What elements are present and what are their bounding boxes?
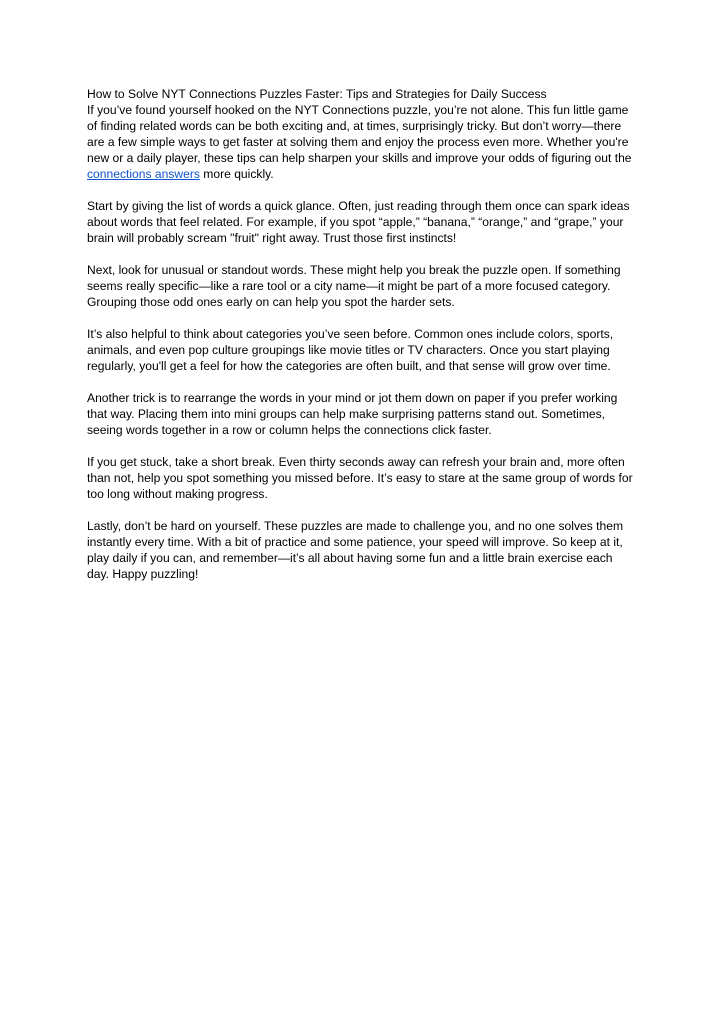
intro-text-after-link: more quickly. (199, 167, 274, 181)
paragraph-quick-glance: Start by giving the list of words a quick glance. Often, just reading through them once can spark ideas about words that feel related. For example, if you spot “apple,” “banana,” “orange,” and “grape,” your brain will probably scream "fruit" right away. Trust those first instincts! (87, 199, 630, 245)
paragraph-categories: It’s also helpful to think about categories you’ve seen before. Common ones include colors, sports, animals, and even pop culture groupings like movie titles or TV characters. Once you start playing regularly, you'll get a feel for how the categories are often built, and that sense will grow over time. (87, 327, 614, 373)
paragraph-rearrange: Another trick is to rearrange the words in your mind or jot them down on paper if you prefer working that way. Placing them into mini groups can help make surprising patterns stand out. Sometimes, seeing words together in a row or column helps the connections click faster. (87, 391, 618, 437)
paragraph-lastly: Lastly, don’t be hard on yourself. These puzzles are made to challenge you, and no one solves them instantly every time. With a bit of practice and some patience, your speed will improve. So keep at it, play daily if you can, and remember—it’s all about having some fun and a little brain exercise each day. Happy puzzling! (87, 519, 624, 581)
document-body (87, 86, 637, 598)
paragraph-unusual-words: Next, look for unusual or standout words. These might help you break the puzzle open. If something seems really specific—like a rare tool or a city name—it might be part of a more focused category. Grouping those odd ones early on can help you spot the harder sets. (87, 263, 621, 309)
intro-paragraph (87, 86, 637, 182)
intro-text-before-link: If you’ve found yourself hooked on the NYT Connections puzzle, you’re not alone. This fun little game of finding related words can be both exciting and, at times, surprisingly tricky. But don’t worry—there are a few simple ways to get faster at solving them and enjoy the process even more. Whether you're new or a daily player, these tips can help sharpen your skills and improve your odds of figuring out the (87, 103, 632, 165)
connections-answers-link[interactable]: connections answers (87, 167, 200, 181)
paragraph-take-break: If you get stuck, take a short break. Even thirty seconds away can refresh your brain and, more often than not, help you spot something you missed before. It’s easy to stare at the same group of words for too long without making progress. (87, 455, 633, 501)
document-title: How to Solve NYT Connections Puzzles Faster: Tips and Strategies for Daily Success (87, 87, 547, 101)
